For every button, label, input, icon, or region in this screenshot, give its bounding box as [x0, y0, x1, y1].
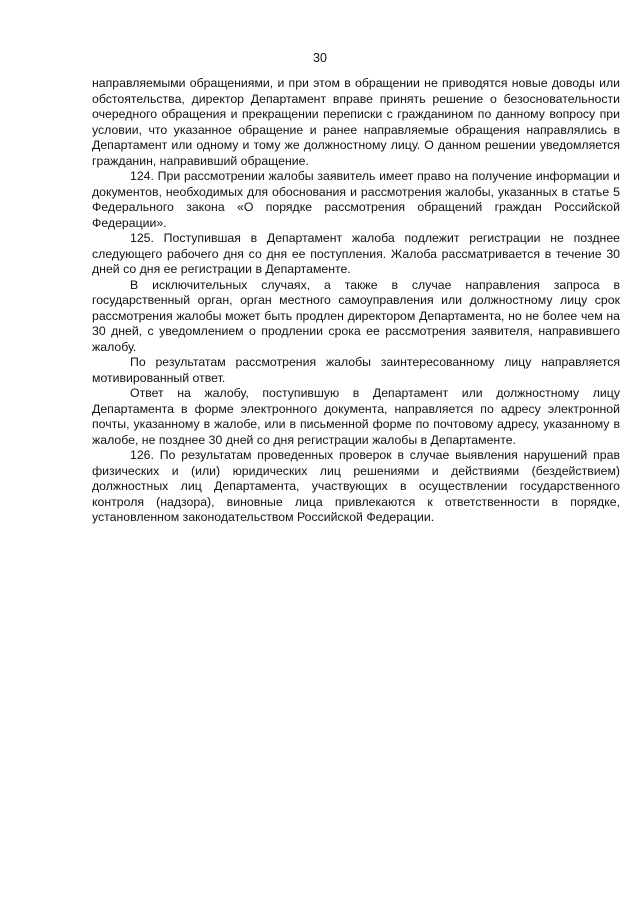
- paragraph-126: 126. По результатам проведенных проверок в случае выявления нарушений прав физических и (или) юридических лиц решениями и действиями (бездействием) должностных лиц Департамента, участвующих в осуществлении государственного контроля (надзора), виновные лица привлекаются к ответственности в порядке, установленном законодательством Российской Федерации.: [92, 448, 620, 524]
- paragraph-continuation: направляемыми обращениями, и при этом в обращении не приводятся новые доводы или обстоятельства, директор Департамент вправе принять решение о безосновательности очередного обращения и прекращении переписки с гражданином по данному вопросу при условии, что указанное обращение и ранее направляемые обращения направлялись в Департамент или одному и тому же должностному лицу. О данном решении уведомляется гражданин, направивший обращение.: [92, 76, 620, 168]
- paragraph-124: 124. При рассмотрении жалобы заявитель имеет право на получение информации и документов, необходимых для обоснования и рассмотрения жалобы, указанных в статье 5 Федерального закона «О порядке рассмотрения обращений граждан Российской Федерации».: [92, 169, 620, 230]
- paragraph-electronic-answer: Ответ на жалобу, поступившую в Департамент или должностному лицу Департамента в форме электронного документа, направляется по адресу электронной почты, указанному в жалобе, или в письменной форме по почтовому адресу, указанному в жалобе, не позднее 30 дней со дня регистрации жалобы в Департаменте.: [92, 386, 620, 447]
- paragraph-125: 125. Поступившая в Департамент жалоба подлежит регистрации не позднее следующего рабочего дня со дня ее поступления. Жалоба рассматривается в течение 30 дней со дня ее регистрации в Департаменте.: [92, 231, 620, 276]
- page-number: 30: [313, 51, 327, 65]
- paragraph-extension: В исключительных случаях, а также в случае направления запроса в государственный орган, орган местного самоуправления или должностному лицу срок рассмотрения жалобы может быть продлен директором Департамента, но не более чем на 30 дней, с уведомлением о продлении срока ее рассмотрения заявителя, направившего жалобу.: [92, 277, 620, 354]
- paragraph-reasoned-answer: По результатам рассмотрения жалобы заинтересованному лицу направляется мотивированный ответ.: [92, 355, 620, 385]
- document-body: [92, 76, 620, 526]
